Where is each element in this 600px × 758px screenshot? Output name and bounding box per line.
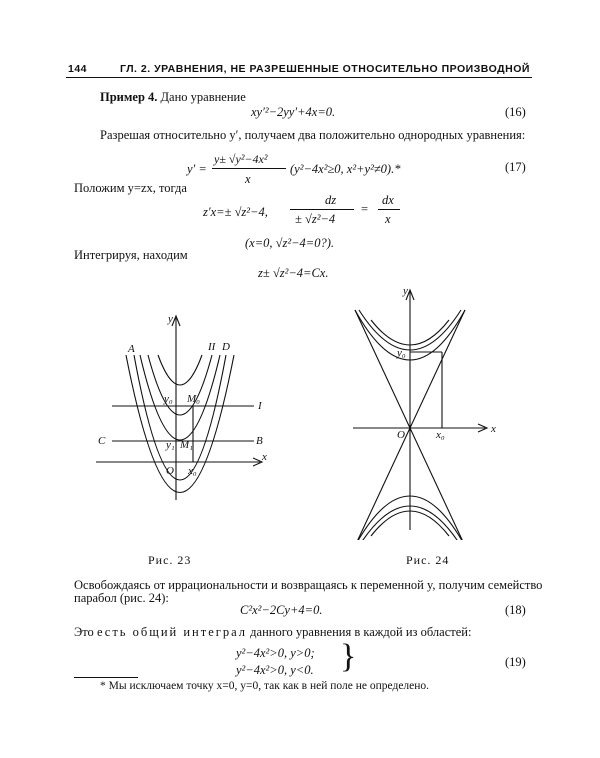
general-integral-paragraph — [74, 625, 471, 640]
equation-16-number: (16) — [505, 105, 526, 119]
general-integral-suffix: данного уравнения в каждой из областей: — [250, 625, 472, 639]
fig23-label-M1: M₁ — [180, 439, 193, 451]
equation-z-prime: z′x=± √z²−4, — [203, 205, 268, 219]
equation-19-line2: y²−4x²>0, y<0. — [236, 663, 314, 677]
equation-19-number: (19) — [505, 655, 526, 669]
equation-17-lhs: y′ = — [187, 162, 207, 176]
example-heading — [100, 90, 246, 105]
fig23-label-x0: x₀ — [188, 465, 197, 477]
equation-integral: z± √z²−4=Cx. — [258, 266, 329, 280]
resolve-paragraph: Разрешая относительно y′, получаем два положительно однородных уравнения: — [100, 128, 526, 142]
equation-dz-denominator: ± √z²−4 — [295, 212, 336, 226]
figure-23 — [88, 300, 278, 510]
fig23-parabola-A — [126, 355, 234, 493]
fig23-label-y1: y₁ — [166, 439, 175, 451]
page-number: 144 — [68, 63, 88, 75]
fig23-parabola-outer — [134, 355, 226, 480]
footnote: * Мы исключаем точку x=0, y=0, так как в ней поле не определено. — [100, 680, 430, 692]
substitute-paragraph: Положим y=zx, тогда — [74, 181, 187, 195]
fig24-label-O: O — [397, 429, 405, 441]
equation-dz-bar — [290, 209, 354, 210]
after-paragraph-line1: Освобождаясь от иррациональности и возвращаясь к переменной y, получим семейство — [74, 578, 543, 592]
equation-17-denominator: x — [245, 172, 251, 186]
equation-17-condition: (y²−4x²≥0, x²+y²≠0).* — [290, 162, 401, 176]
equation-16: xy′²−2yy′+4x=0. — [251, 105, 336, 119]
general-integral-term: есть общий интеграл — [96, 625, 248, 639]
fig23-label-I: I — [258, 400, 262, 412]
equation-19-line1: y²−4x²>0, y>0; — [236, 646, 315, 660]
fig24-label-x-axis: x — [491, 423, 496, 435]
fig24-label-y0: y₀ — [397, 347, 406, 359]
equation-dz-numerator: dz — [325, 193, 337, 207]
equation-18-number: (18) — [505, 603, 526, 617]
fig23-label-y0: y₀ — [164, 393, 173, 405]
fig23-label-x-axis: x — [262, 451, 267, 463]
equation-dx-numerator: dx — [382, 193, 394, 207]
fig24-label-y-axis: y — [403, 285, 408, 297]
equation-18: C²x²−2Cy+4=0. — [240, 603, 323, 617]
equation-dx-bar — [378, 209, 400, 210]
fig23-label-A: A — [128, 343, 135, 355]
fig23-parabola-inner — [158, 355, 202, 385]
after-paragraph-line2: парабол (рис. 24): — [74, 591, 169, 605]
fig24-label-x0: x₀ — [436, 429, 445, 441]
fig23-label-C: C — [98, 435, 106, 447]
figure-23-caption: Рис. 23 — [148, 553, 192, 567]
equation-17-number: (17) — [505, 160, 526, 174]
fig23-label-O: O — [166, 465, 174, 477]
header-rule — [66, 77, 532, 78]
fig23-label-y-axis: y — [168, 313, 173, 325]
figure-24-caption: Рис. 24 — [406, 553, 450, 567]
equation-17-numerator: y± √y²−4x² — [214, 152, 268, 166]
fig23-label-D: D — [222, 341, 230, 353]
fig23-label-B: B — [256, 435, 263, 447]
equation-19-brace: } — [340, 638, 357, 675]
equation-condition-2: (x=0, √z²−4=0?). — [245, 236, 335, 250]
integrate-paragraph: Интегрируя, находим — [74, 248, 188, 262]
fig23-label-II: II — [208, 341, 216, 353]
general-integral-prefix: Это — [74, 625, 94, 639]
running-title: ГЛ. 2. УРАВНЕНИЯ, НЕ РАЗРЕШЕННЫЕ ОТНОСИТЕЛЬНО ПРОИЗВОДНОЙ — [120, 63, 530, 75]
figure-24 — [345, 280, 525, 540]
example-intro: Дано уравнение — [160, 90, 246, 104]
fig23-label-M0: M₀ — [187, 393, 200, 405]
equation-equals: = — [361, 202, 369, 216]
footnote-rule — [74, 677, 138, 678]
equation-dx-denominator: x — [385, 212, 391, 226]
example-label: Пример 4. — [100, 90, 158, 104]
equation-17-fraction-bar — [212, 168, 286, 169]
